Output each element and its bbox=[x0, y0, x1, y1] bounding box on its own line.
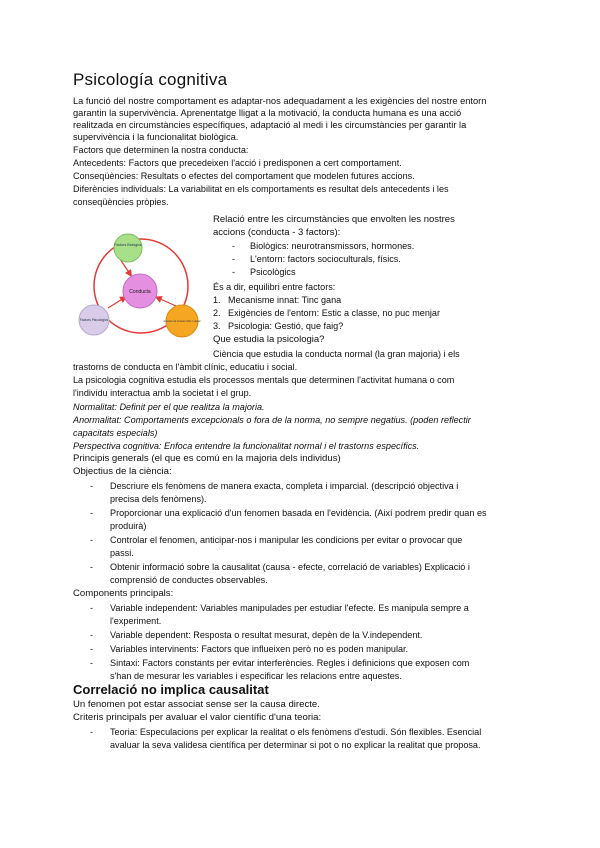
component-item: Sintaxi: Factors constants per evitar interferències. Regles i definicions que exposen com bbox=[110, 658, 470, 668]
page-title: Psicología cognitiva bbox=[73, 70, 228, 89]
relation-line: Relació entre les circumstàncies que envolten les nostres bbox=[213, 214, 455, 225]
arrow-left-center bbox=[108, 298, 124, 308]
numbered-item: Exigències de l'entorn: Estic a classe, no puc menjar bbox=[228, 308, 441, 318]
relation-item: Biològics: neurotransmissors, hormones. bbox=[250, 241, 415, 251]
intro-line: La funció del nostre comportament es adaptar-nos adequadament a les exigències del nostre entorn bbox=[73, 96, 487, 106]
component-item-cont: s'han de mesurar les variables i especificar les relacions entre aquestes. bbox=[110, 671, 402, 681]
objectius-heading: Objectius de la ciència: bbox=[73, 466, 172, 477]
bullet-dash: - bbox=[90, 727, 94, 737]
criteri-item: Teoria: Especulacions per explicar la realitat o els fenòmens d'estudi. Són flexibles. Esencial bbox=[110, 727, 482, 737]
factor-diferencies-cont: conseqüències pròpies. bbox=[73, 197, 169, 207]
objectiu-item: Descriure els fenòmens de manera exacta, completa i imparcial. (descripció objectiva i bbox=[110, 481, 459, 491]
component-item: Variable independent: Variables manipulades per estudiar l'efecte. Es manipula sempre a bbox=[110, 603, 469, 613]
def-anormalitat-cont: capacitats especials) bbox=[73, 428, 158, 438]
criteris-heading: Criteris principals per avaluar el valor científic d'una teoria: bbox=[73, 712, 322, 723]
bullet-dash: - bbox=[232, 267, 236, 277]
node-biologics bbox=[114, 234, 142, 262]
relation-line: accions (conducta - 3 factors): bbox=[213, 227, 341, 238]
factor-consequencies: Conseqüències: Resultats o efectes del comportament que modelen futures accions. bbox=[73, 171, 415, 181]
bullet-dash: - bbox=[90, 603, 94, 613]
bullet-dash: - bbox=[90, 644, 94, 654]
bullet-dash: - bbox=[90, 630, 94, 640]
list-number: 2. bbox=[213, 308, 221, 318]
numbered-item: Psicologia: Gestió, que faig? bbox=[228, 321, 344, 331]
bullet-dash: - bbox=[90, 658, 94, 668]
node-label-left: Factors Psicològics bbox=[79, 318, 109, 322]
node-label-right: Factors de l'entorn físic i social bbox=[163, 320, 201, 323]
component-item: Variable dependent: Resposta o resultat mesurat, depèn de la V.independent. bbox=[110, 630, 423, 640]
relation-item: L'entorn: factors socioculturals, físics. bbox=[250, 254, 401, 264]
objectiu-item-cont: passi. bbox=[110, 548, 134, 558]
list-number: 3. bbox=[213, 321, 221, 331]
def-anormalitat: Anormalitat: Comportaments excepcionals o fora de la norma, no sempre negatius. (poden reflectir bbox=[73, 415, 471, 425]
components-heading: Components principals: bbox=[73, 588, 174, 599]
criteri-item-cont: avaluar la seva validesa científica per determinar si pot o no explicar la realitat que proposa. bbox=[110, 740, 481, 750]
numbered-item: Mecanisme innat: Tinc gana bbox=[228, 295, 342, 305]
factor-diferencies: Diferències individuals: La variabilitat en els comportaments es resultat dels antecedents i les bbox=[73, 184, 449, 194]
question-line: Que estudia la psicologia? bbox=[213, 334, 325, 345]
objectiu-item: Controlar el fenomen, anticipar-nos i manipular les condicions per evitar o provocar que bbox=[110, 535, 463, 545]
node-label-center: Conducta bbox=[129, 289, 151, 295]
correlacio-text: Un fenomen pot estar associat sense ser la causa directe. bbox=[73, 699, 320, 710]
arrow-right-center bbox=[158, 298, 176, 306]
cognitive-line: La psicologia cognitiva estudia els processos mentals que determinen l'activitat humana o com bbox=[73, 375, 455, 385]
bullet-dash: - bbox=[232, 254, 236, 264]
intro-line: realitzada en circumstàncies específiques, adaptació al medi i les circumstàncies per garantir la bbox=[73, 120, 467, 130]
conducta-diagram bbox=[78, 226, 204, 346]
equilibri-line: És a dir, equilibri entre factors: bbox=[213, 282, 336, 292]
principis-line: Principis generals (el que es comú en la majoria dels individus) bbox=[73, 453, 341, 464]
list-number: 1. bbox=[213, 295, 221, 305]
factor-antecedents: Antecedents: Factors que precedeixen l'acció i predisponen a cert comportament. bbox=[73, 158, 402, 168]
node-label-top: Factors Biològics bbox=[114, 243, 142, 247]
bullet-dash: - bbox=[90, 481, 94, 491]
objectiu-item-cont: precisa dels fenòmens). bbox=[110, 494, 207, 504]
bullet-dash: - bbox=[90, 508, 94, 518]
section-heading-correlacio: Correlació no implica causalitat bbox=[73, 682, 269, 697]
relation-item: Psicològics bbox=[250, 267, 296, 277]
objectiu-item-cont: comprensió de conductes observables. bbox=[110, 575, 268, 585]
bullet-dash: - bbox=[232, 241, 236, 251]
answer-line: trastorns de conducta en l'àmbit clínic, educatiu i social. bbox=[73, 362, 298, 372]
factors-heading: Factors que determinen la nostra conducta: bbox=[73, 145, 249, 155]
component-item-cont: l'experiment. bbox=[110, 616, 162, 626]
cognitive-line: l'individu interactua amb la societat i el grup. bbox=[73, 388, 252, 398]
intro-line: supervivència i la funcionalitat biològica. bbox=[73, 132, 239, 142]
bullet-dash: - bbox=[90, 562, 94, 572]
objectiu-item-cont: produirà) bbox=[110, 521, 147, 531]
intro-line: garantin la supervivència. Aprenentatge lligat a la motivació, la conducta humana es una acció bbox=[73, 108, 462, 118]
bullet-dash: - bbox=[90, 535, 94, 545]
component-item: Variables intervinents: Factors que influeixen però no es poden manipular. bbox=[110, 644, 409, 654]
answer-line: Ciència que estudia la conducta normal (la gran majoria) i els bbox=[213, 349, 460, 359]
def-perspectiva: Perspectiva cognitiva: Enfoca entendre la funcionalitat normal i el trastorns específics. bbox=[73, 441, 420, 451]
def-normalitat: Normalitat: Definit per el que realitza la majoria. bbox=[73, 402, 265, 412]
objectiu-item: Proporcionar una explicació d'un fenomen basada en l'evidència. (Així podrem predir quan es bbox=[110, 508, 487, 518]
objectiu-item: Obtenir informació sobre la causalitat (causa - efecte, correlació de variables) Explicació i bbox=[110, 562, 470, 572]
